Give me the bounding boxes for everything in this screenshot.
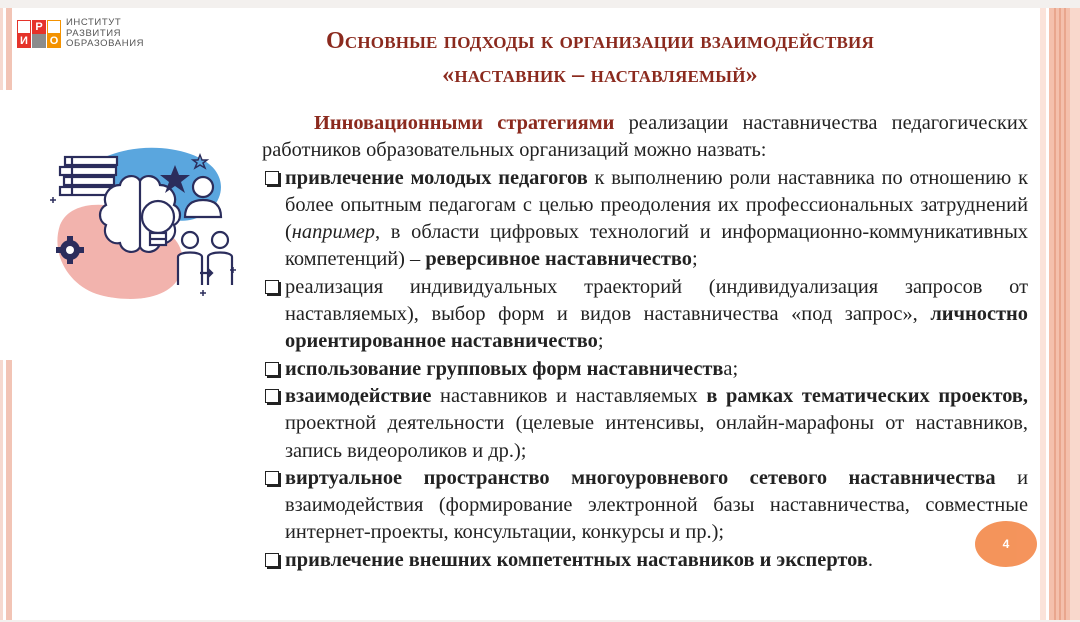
group-icon [178,232,232,285]
logo-line-2: РАЗВИТИЯ [66,27,122,39]
logo-letter-3: О [47,34,61,48]
item-4-bold-2: в рамках тематических проектов, [706,384,1028,407]
right-decor-band [1040,8,1080,620]
logo-line-3: ОБРАЗОВАНИЯ [66,38,145,49]
logo-letter-2: Р [32,20,46,34]
checkbox-bullet-icon [265,280,279,294]
checkbox-bullet-icon [265,171,279,185]
item-6-text-1: . [867,548,873,571]
list-item [262,547,1028,574]
intro-paragraph [262,110,1028,165]
title-line-1: Основные подходы к организации взаимодействия [326,28,874,54]
item-1-text-1: к выполнению роли наставника по отношению к более опытным педагогам с целью преодоления их профессиональных затруднений ( [285,166,1028,244]
logo-line-1: ИНСТИТУТ [66,17,122,28]
item-3-text-1: а; [723,357,739,380]
list-item [262,356,1028,383]
item-5-bold-1: виртуальное пространство многоуровневого сетевого наставничества [285,466,996,489]
mentoring-illustration [40,145,245,305]
item-2-bold-1: личностно ориентированное наставничество [285,303,1028,353]
item-5-text-1: и взаимодействия (формирование электронной базы наставничества, совместные интернет-проекты, консультации, конкурсы и пр.); [285,466,1028,544]
list-item [262,274,1028,356]
logo-blank-3 [47,20,61,34]
intro-accent: Инновационными стратегиями [314,112,615,134]
list-item [262,165,1028,274]
item-4-text-2: проектной деятельности (целевые интенсивы, онлайн-марафоны от наставников, запись видеороликов и др.); [285,412,1028,462]
item-3-bold-1: использование групповых форм наставничеств [285,357,724,380]
item-2-text-2: ; [597,330,604,353]
item-6-bold-1: привлечение внешних компетентных наставников и экспертов [285,548,868,571]
page-title [180,24,1020,92]
checkbox-bullet-icon [265,389,279,403]
checkbox-bullet-icon [265,471,279,485]
checkbox-bullet-icon [265,553,279,567]
checkbox-bullet-icon [265,362,279,376]
title-line-2: «наставник – наставляемый» [442,62,758,88]
intro-rest: реализации наставничества педагогических работников образовательных организаций можно назвать: [262,112,1028,162]
left-decor-band [0,8,12,620]
content-body [262,110,1028,574]
item-4-bold-1: взаимодействие [285,384,432,407]
logo-blank-1 [17,20,31,34]
item-1-text-2: , в области цифровых технологий и информационно-коммуникативных компетенций) – [285,221,1028,271]
item-2-text-1: реализация индивидуальных траекторий (индивидуализация запросов от наставляемых), выбор форм и видов наставничества «под запрос», [285,275,1028,326]
item-1-bold-1: привлечение молодых педагогов [285,166,588,189]
item-1-italic: например [291,221,375,244]
list-item [262,383,1028,465]
item-1-text-3: ; [691,248,698,271]
item-4-text-1: наставников и наставляемых [431,384,707,407]
logo-text [66,18,144,50]
item-1-bold-2: реверсивное наставничество [425,248,692,271]
list-item [262,465,1028,547]
page-number-badge: 4 [975,521,1037,567]
logo-letter-1: И [17,34,31,48]
logo-blank-2 [32,34,46,48]
